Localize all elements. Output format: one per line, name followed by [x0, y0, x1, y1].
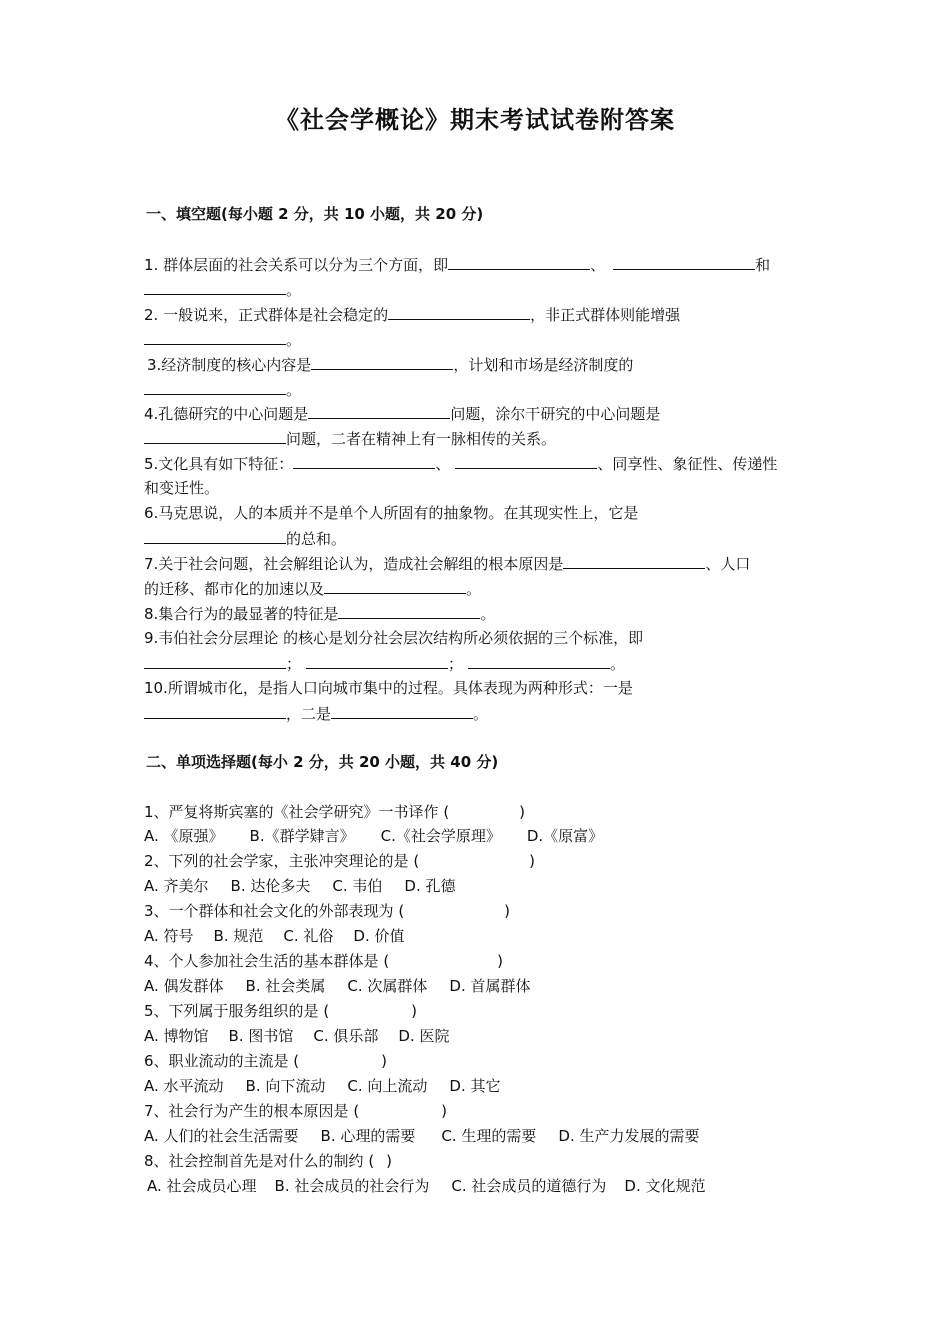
mc3-option-d[interactable]: D. 价值 [353, 927, 405, 945]
mc-question-6-options [144, 1076, 500, 1096]
mc8-option-b[interactable]: B. 社会成员的社会行为 [274, 1177, 430, 1195]
q4-text-2: 问题，涂尔干研究的中心问题是 [450, 405, 661, 423]
q2-blank-2[interactable] [144, 329, 286, 345]
q1-blank-1[interactable] [448, 254, 590, 270]
q3-text-2: ，计划和市场是经济制度的 [453, 356, 634, 374]
mc5-close: ) [411, 1002, 418, 1020]
mc-question-5-options [144, 1026, 449, 1046]
question-8-line [144, 603, 495, 624]
mc3-stem-text: 3、一个群体和社会文化的外部表现为 ( [144, 902, 405, 920]
mc-question-7-options [144, 1126, 699, 1146]
mc6-close: ) [381, 1052, 388, 1070]
mc2-option-c[interactable]: C. 韦伯 [332, 877, 383, 895]
page-title: 《社会学概论》期末考试试卷附答案 [275, 106, 675, 134]
mc-question-3-options [144, 926, 404, 946]
mc3-option-c[interactable]: C. 礼俗 [283, 927, 334, 945]
q5-sep: 、 [435, 455, 451, 473]
mc-question-3-stem [144, 901, 510, 921]
mc6-option-b[interactable]: B. 向下流动 [245, 1077, 326, 1095]
q3-text: 3.经济制度的核心内容是 [147, 356, 312, 374]
question-1-line-1 [144, 254, 770, 275]
mc4-option-a[interactable]: A. 偶发群体 [144, 977, 224, 995]
mc-question-6-stem [144, 1051, 387, 1071]
question-7-line-2 [144, 578, 481, 599]
mc2-option-b[interactable]: B. 达伦多夫 [230, 877, 311, 895]
mc5-option-c[interactable]: C. 俱乐部 [313, 1027, 379, 1045]
question-2-line-1 [144, 304, 680, 325]
q8-end: 。 [480, 605, 496, 623]
q10-text: 10.所谓城市化，是指人口向城市集中的过程。具体表现为两种形式：一是 [144, 679, 633, 697]
mc1-close: ) [519, 803, 526, 821]
question-9-line-2 [144, 653, 625, 674]
q7-text-3: 的迁移、都市化的加速以及 [144, 580, 325, 598]
mc-question-1-options [144, 826, 603, 846]
question-4-line-2 [144, 428, 556, 449]
mc7-option-b[interactable]: B. 心理的需要 [320, 1127, 416, 1145]
mc-question-2-stem [144, 851, 535, 871]
mc6-option-d[interactable]: D. 其它 [449, 1077, 501, 1095]
mc-question-5-stem [144, 1001, 417, 1021]
question-4-line-1 [144, 403, 660, 424]
mc5-option-b[interactable]: B. 图书馆 [228, 1027, 294, 1045]
q3-blank-2[interactable] [144, 379, 286, 395]
mc2-stem-text: 2、下列的社会学家，主张冲突理论的是 ( [144, 852, 420, 870]
mc5-stem-text: 5、下列属于服务组织的是 ( [144, 1002, 330, 1020]
q2-end: 。 [286, 331, 302, 349]
q4-blank-1[interactable] [308, 403, 450, 419]
q1-blank-3[interactable] [144, 279, 286, 295]
mc8-stem-text: 8、社会控制首先是对什么的制约 ( [144, 1152, 375, 1170]
mc7-option-a[interactable]: A. 人们的社会生活需要 [144, 1127, 299, 1145]
mc4-stem-text: 4、个人参加社会生活的基本群体是 ( [144, 952, 390, 970]
mc4-option-c[interactable]: C. 次属群体 [347, 977, 428, 995]
mc1-option-c[interactable]: C.《社会学原理》 [380, 827, 501, 845]
mc-question-4-options [144, 976, 530, 996]
q1-text: 1. 群体层面的社会关系可以分为三个方面，即 [144, 256, 449, 274]
q6-text: 6.马克思说，人的本质并不是单个人所固有的抽象物。在其现实性上，它是 [144, 504, 639, 522]
q1-sep-2: 和 [755, 256, 771, 274]
section-1-heading: 一、填空题(每小题 2 分，共 10 小题，共 20 分) [146, 205, 484, 223]
q7-text-2: 、人口 [705, 555, 751, 573]
q3-end: 。 [286, 381, 302, 399]
mc1-option-d[interactable]: D.《原富》 [526, 827, 604, 845]
mc4-close: ) [497, 952, 504, 970]
question-1-line-2 [144, 279, 301, 300]
question-3-line-1 [147, 354, 633, 375]
section-2-heading: 二、单项选择题(每小 2 分，共 20 小题，共 40 分) [146, 753, 499, 771]
mc-question-1-stem [144, 802, 525, 822]
mc-question-8-stem [144, 1151, 392, 1171]
mc3-option-a[interactable]: A. 符号 [144, 927, 194, 945]
question-3-line-2 [144, 379, 301, 400]
q7-blank-2[interactable] [324, 578, 466, 594]
q8-text: 8.集合行为的最显著的特征是 [144, 605, 339, 623]
question-6-line-1 [144, 503, 638, 523]
q5-blank-2[interactable] [455, 453, 597, 469]
mc8-option-d[interactable]: D. 文化规范 [624, 1177, 706, 1195]
mc2-option-a[interactable]: A. 齐美尔 [144, 877, 209, 895]
mc7-option-c[interactable]: C. 生理的需要 [441, 1127, 537, 1145]
mc-question-8-options [147, 1176, 705, 1196]
q9-blank-1[interactable] [144, 653, 286, 669]
mc8-option-a[interactable]: A. 社会成员心理 [147, 1177, 257, 1195]
q2-text-2: ，非正式群体则能增强 [530, 306, 681, 324]
mc2-option-d[interactable]: D. 孔德 [404, 877, 456, 895]
q10-end: 。 [473, 705, 489, 723]
q9-sep-2: ； [448, 655, 464, 673]
mc6-stem-text: 6、职业流动的主流是 ( [144, 1052, 300, 1070]
mc-question-2-options [144, 876, 455, 896]
q8-blank-1[interactable] [338, 603, 480, 619]
question-7-line-1 [144, 553, 750, 574]
q9-blank-2[interactable] [306, 653, 448, 669]
mc6-option-c[interactable]: C. 向上流动 [347, 1077, 428, 1095]
mc1-stem-text: 1、严复将斯宾塞的《社会学研究》一书译作 ( [144, 803, 450, 821]
q5-text: 5.文化具有如下特征： [144, 455, 294, 473]
q3-blank-1[interactable] [311, 354, 453, 370]
question-9-line-1 [144, 628, 643, 648]
mc-question-4-stem [144, 951, 503, 971]
q10-blank-1[interactable] [144, 703, 286, 719]
question-10-line-2 [144, 703, 488, 724]
q1-sep-1: 、 [590, 256, 606, 274]
question-2-line-2 [144, 329, 301, 350]
mc1-option-a[interactable]: A. 《原强》 [144, 827, 224, 845]
mc3-close: ) [504, 902, 511, 920]
q9-text: 9.韦伯社会分层理论 的核心是划分社会层次结构所必须依据的三个标准，即 [144, 629, 644, 647]
q5-end: 和变迁性。 [144, 479, 220, 497]
mc4-option-b[interactable]: B. 社会类属 [245, 977, 326, 995]
q2-text: 2. 一般说来，正式群体是社会稳定的 [144, 306, 389, 324]
q9-end: 。 [610, 655, 626, 673]
mc7-option-d[interactable]: D. 生产力发展的需要 [558, 1127, 700, 1145]
q10-text-2: ，二是 [286, 705, 332, 723]
question-10-line-1 [144, 678, 633, 698]
q1-blank-2[interactable] [613, 254, 755, 270]
mc5-option-d[interactable]: D. 医院 [398, 1027, 450, 1045]
question-6-line-2 [144, 528, 346, 549]
q6-end: 的总和。 [286, 530, 347, 548]
mc7-close: ) [441, 1102, 448, 1120]
q2-blank-1[interactable] [388, 304, 530, 320]
mc-question-7-stem [144, 1101, 447, 1121]
mc8-close: ) [386, 1152, 393, 1170]
mc5-option-a[interactable]: A. 博物馆 [144, 1027, 209, 1045]
q7-blank-1[interactable] [563, 553, 705, 569]
mc1-option-b[interactable]: B.《群学肄言》 [249, 827, 355, 845]
mc4-option-d[interactable]: D. 首属群体 [449, 977, 531, 995]
question-5-line-2 [144, 478, 219, 498]
q7-text: 7.关于社会问题，社会解组论认为，造成社会解组的根本原因是 [144, 555, 564, 573]
question-5-line-1 [144, 453, 777, 474]
mc8-option-c[interactable]: C. 社会成员的道德行为 [451, 1177, 607, 1195]
mc6-option-a[interactable]: A. 水平流动 [144, 1077, 224, 1095]
mc7-stem-text: 7、社会行为产生的根本原因是 ( [144, 1102, 360, 1120]
q4-blank-2[interactable] [144, 428, 286, 444]
mc2-close: ) [529, 852, 536, 870]
q5-text-2: 、同享性、象征性、传递性 [597, 455, 778, 473]
q6-blank-1[interactable] [144, 528, 286, 544]
q5-blank-1[interactable] [293, 453, 435, 469]
q9-blank-3[interactable] [468, 653, 610, 669]
q9-sep-1: ； [286, 655, 302, 673]
q4-end: 问题，二者在精神上有一脉相传的关系。 [286, 430, 557, 448]
q10-blank-2[interactable] [331, 703, 473, 719]
q7-end: 。 [466, 580, 482, 598]
q1-end: 。 [286, 281, 302, 299]
q4-text: 4.孔德研究的中心问题是 [144, 405, 309, 423]
mc3-option-b[interactable]: B. 规范 [213, 927, 264, 945]
